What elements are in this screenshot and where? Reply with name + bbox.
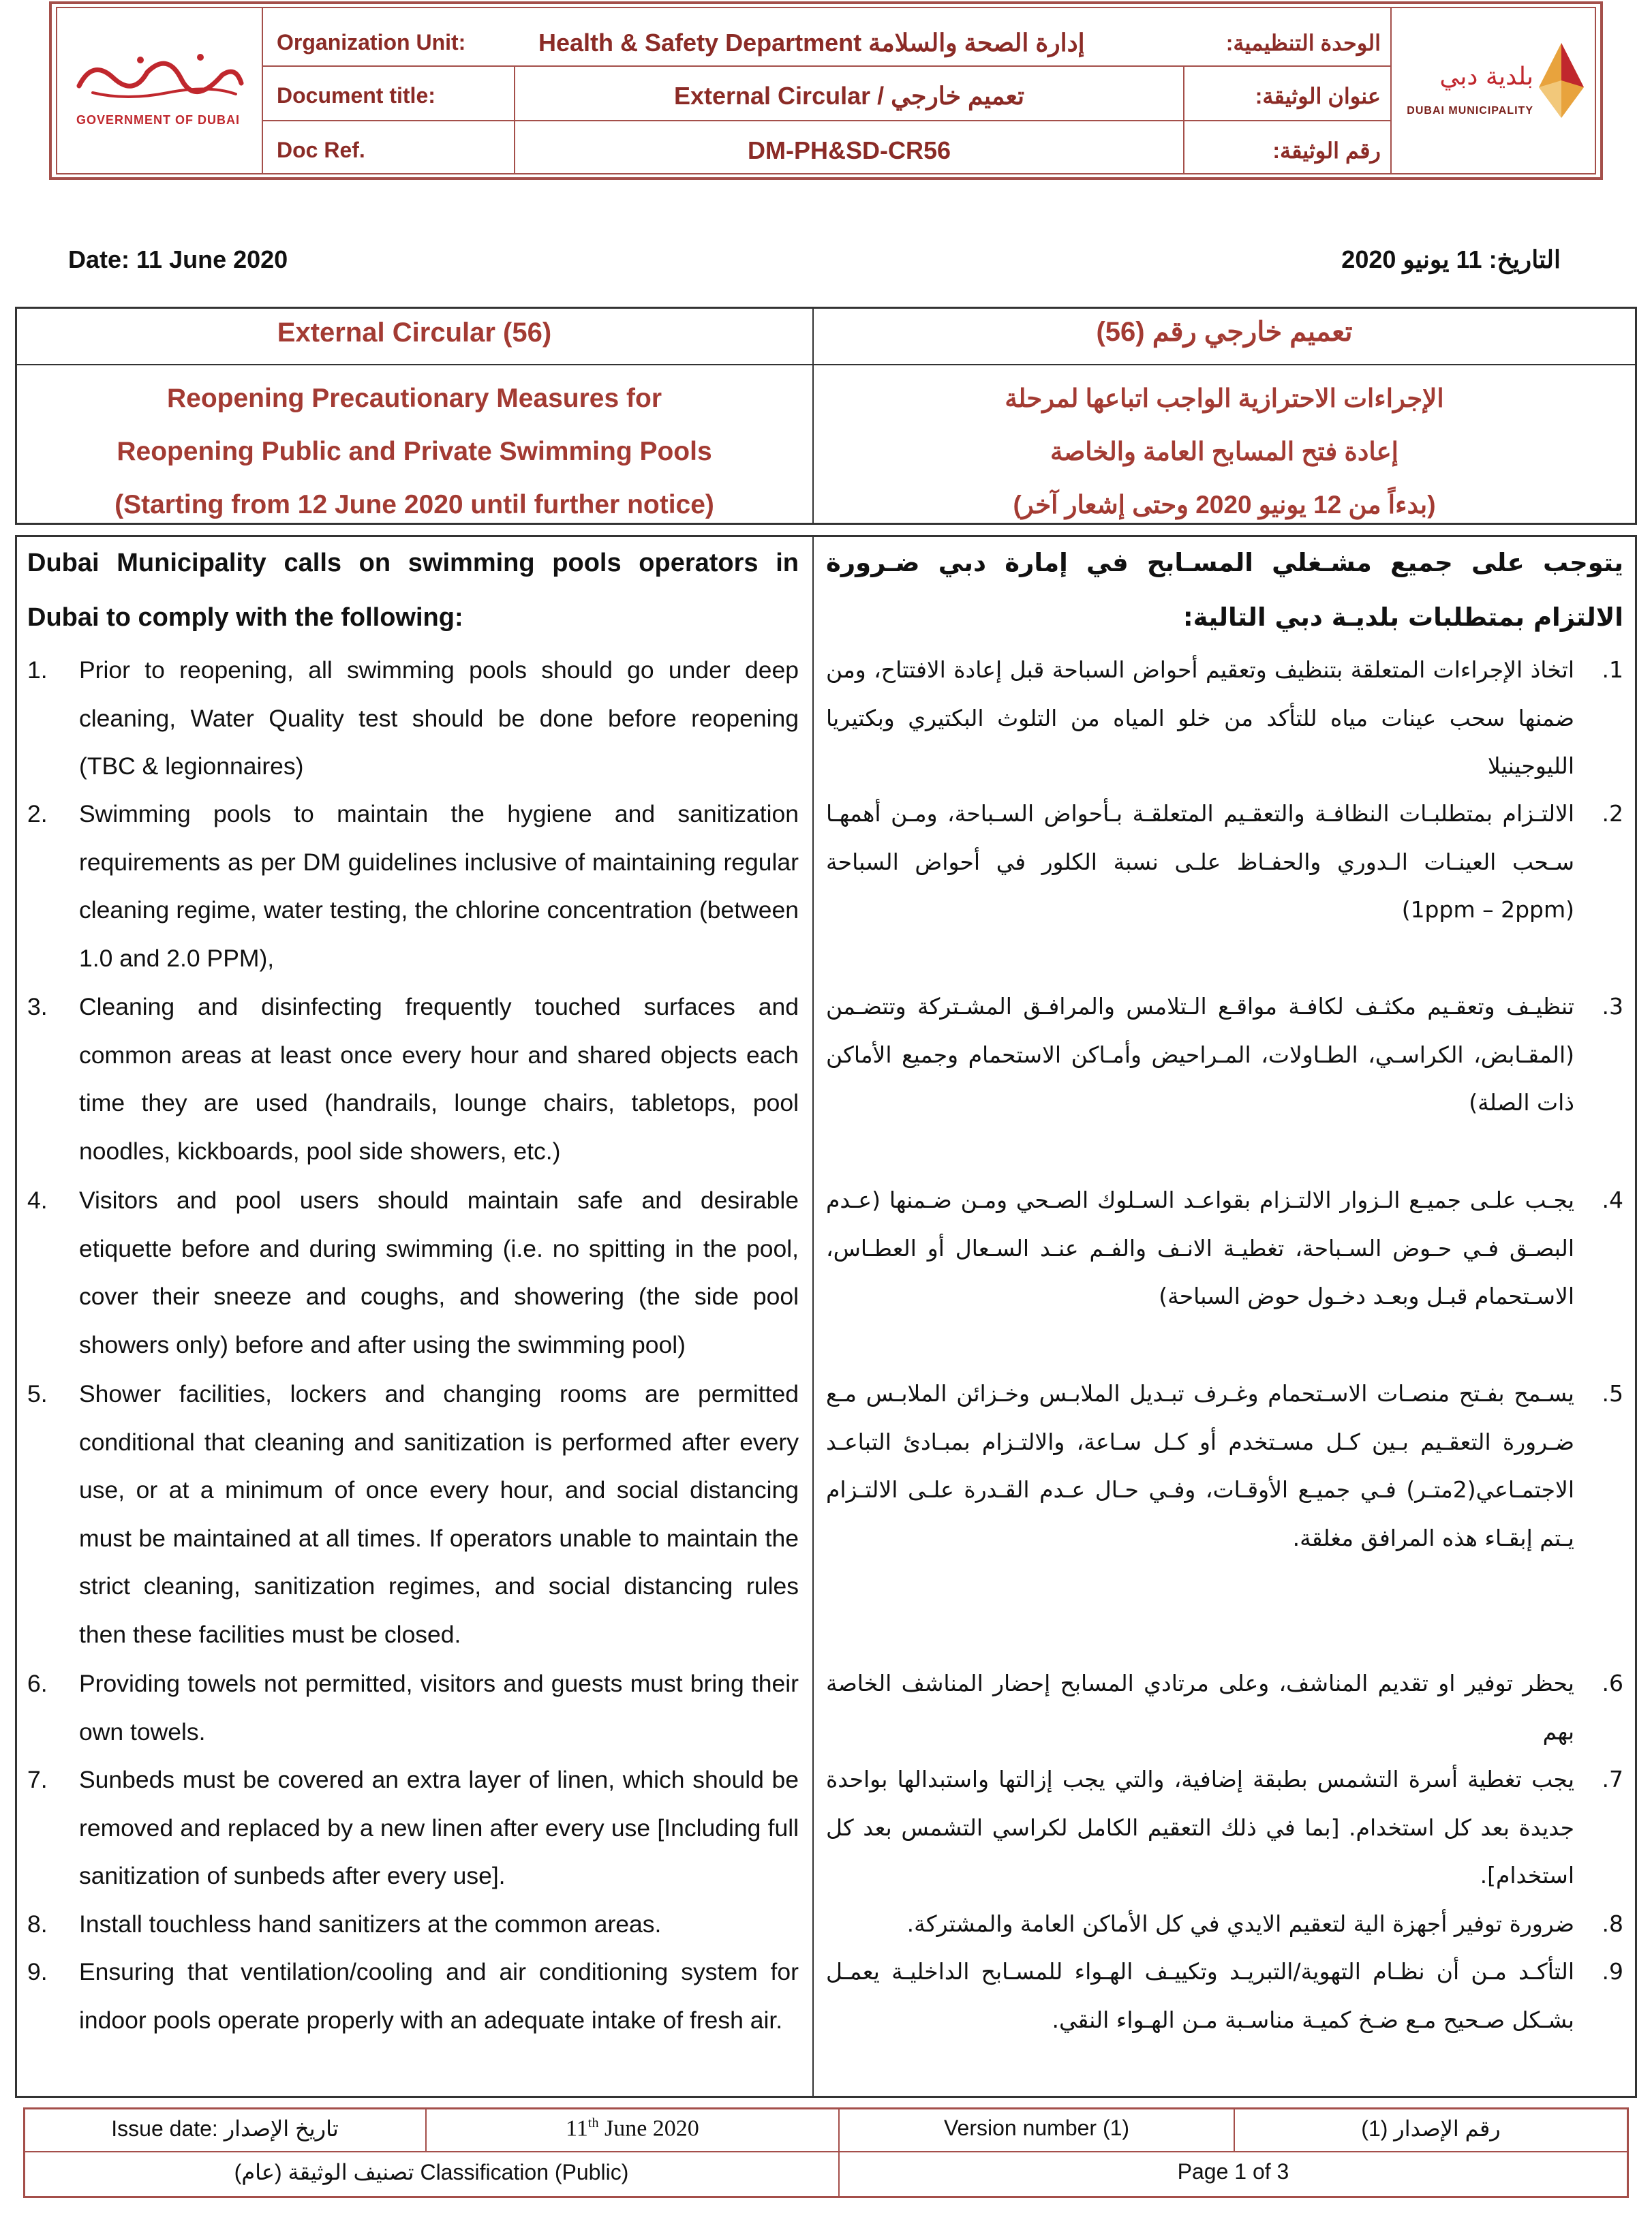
- doc-ref-label-ar: رقم الوثيقة:: [1272, 138, 1381, 163]
- organization-unit-value: Health & Safety Department إدارة الصحة والسلامة: [538, 29, 1085, 57]
- list-item-number: .3: [1602, 993, 1623, 1020]
- list-item-number: 1.: [27, 656, 48, 684]
- footer-border: [1627, 2107, 1629, 2198]
- list-item-text: ضرورة توفير أجهزة الية لتعقيم الايدي في كل الأماكن العامة والمشتركة.: [906, 1910, 1574, 1937]
- footer-border: [23, 2151, 1629, 2152]
- intro-arabic: يتوجب على جميع مشـغلي المسـابح في إمارة دبي ضـرورة الالتزام بمتطلبات بلديـة دبي التالية:: [826, 548, 1623, 632]
- list-item: [826, 1948, 1623, 2044]
- list-item-text: Shower facilities, lockers and changing rooms are permitted conditional that cleaning and sanitization is performed after every use, or at a minimum of once every hour, and social distancing must be maintained at all times. If operators unable to maintain the strict cleaning, sanitization regimes, and social distancing rules then these facilities must be closed.: [79, 1380, 799, 1648]
- list-item: [27, 1176, 799, 1369]
- list-item-number: .5: [1602, 1380, 1623, 1407]
- subtitle-line-ar: (بدءاً من 12 يونيو 2020 وحتى إشعار آخر): [1013, 491, 1436, 519]
- list-item: [826, 1660, 1623, 1756]
- document-title-value: External Circular / تعميم خارجي: [673, 82, 1025, 110]
- doc-ref-label: Doc Ref.: [277, 138, 365, 162]
- organization-unit-label: Organization Unit:: [277, 30, 466, 55]
- list-item-number: .6: [1602, 1670, 1623, 1696]
- list-item: [27, 1660, 799, 1756]
- circular-subtitle-ar: [814, 372, 1635, 532]
- list-item: [27, 1370, 799, 1658]
- list-item-text: اتخاذ الإجراءات المتعلقة بتنظيف وتعقيم أحواض السباحة قبل إعادة الافتتاح، ومن ضمنها سحب عينات مياه للتأكد من خلو المياه من التلوث البكتيري وبكتيريا الليوجينيلا: [826, 656, 1574, 779]
- list-item-text: التأكـد مـن أن نظـام التهوية/التبريـد وتكييـف الهـواء للمسـابح الداخليـة يعمـل بشـكل صـحيح مـع ضـخ كميـة مناسـبة مـن الهـواء النقي.: [826, 1958, 1574, 2033]
- subtitle-line-en: Reopening Precautionary Measures for: [166, 384, 662, 413]
- doc-ref-value: DM-PH&SD-CR56: [747, 136, 951, 164]
- body-table-border: [15, 2096, 1637, 2098]
- date-arabic: التاريخ: 11 يونيو 2020: [1341, 245, 1561, 273]
- dubai-municipality-logo: [1408, 40, 1592, 135]
- municipality-logo-text: DUBAI MUNICIPALITY: [1407, 105, 1533, 117]
- footer-border: [23, 2107, 1629, 2109]
- title-table-border: [15, 307, 1637, 309]
- list-item-number: .2: [1602, 800, 1623, 827]
- list-item-number: .8: [1602, 1910, 1623, 1937]
- classification: تصنيف الوثيقة (عام) Classification (Public): [234, 2160, 629, 2184]
- title-table-border: [15, 364, 1637, 365]
- header-divider: [262, 120, 1390, 121]
- list-item: [27, 1900, 799, 1949]
- document-title-label-ar: عنوان الوثيقة:: [1255, 84, 1381, 108]
- body-table-border: [15, 535, 17, 2098]
- list-item-text: Prior to reopening, all swimming pools should go under deep cleaning, Water Quality test should be done before reopening (TBC & legionnaires): [79, 656, 799, 780]
- list-item-number: 8.: [27, 1910, 48, 1938]
- list-item: [27, 790, 799, 982]
- list-item: [826, 1370, 1623, 1562]
- circular-heading-en: External Circular (56): [277, 318, 552, 348]
- list-item: [826, 1756, 1623, 1900]
- issue-date-label: Issue date: تاريخ الإصدار: [111, 2116, 339, 2141]
- list-item-text: Sunbeds must be covered an extra layer of linen, which should be removed and replaced by a new linen after every use [Including full sanitization of sunbeds after every use].: [79, 1766, 799, 1889]
- header-divider: [262, 65, 1390, 67]
- version-number: Version number (1): [943, 2116, 1130, 2140]
- list-item-number: 6.: [27, 1670, 48, 1697]
- list-item: [826, 790, 1623, 934]
- list-item-text: Install touchless hand sanitizers at the common areas.: [79, 1910, 662, 1938]
- list-item-text: Swimming pools to maintain the hygiene and sanitization requirements as per DM guidelines inclusive of maintaining regular cleaning regime, water testing, the chlorine concentration (between 1.0 and 2.0 PPM),: [79, 800, 799, 972]
- subtitle-line-ar: الإجراءات الاحترازية الواجب اتباعها لمرحلة: [1005, 384, 1444, 412]
- page-number: Page 1 of 3: [1177, 2159, 1289, 2184]
- government-of-dubai-logo: [65, 45, 251, 134]
- list-item-number: 5.: [27, 1380, 48, 1407]
- list-item-text: يسـمح بفـتح منصـات الاسـتحمام وغـرف تبـديل الملابـس وخـزائن الملابـس مـع ضـرورة التعقـيم بـين كـل مسـتخدم أو كـل سـاعة، والالتـزام بمبـادئ التباعـد الاجتمـاعي(2متـر) فـي جميـع الأوقـات، وفـي حـال عـدم القـدرة علـى الالتـزام يـتم إبقـاء هذه المرافق مغلقة.: [826, 1380, 1574, 1551]
- list-item-text: يجب تغطية أسرة التشمس بطبقة إضافية، والتي يجب إزالتها واستبدالها بواحدة جديدة بعد كل استخدام. [بما في ذلك التعقيم الكامل لكراسي التشمس بعد كل استخدام].: [826, 1766, 1574, 1889]
- issue-date-value: 11th June 2020: [566, 2116, 699, 2141]
- list-item: [826, 646, 1623, 791]
- footer-border: [23, 2196, 1629, 2198]
- list-item-number: 3.: [27, 993, 48, 1020]
- list-item: [27, 1948, 799, 2044]
- document-title-label: Document title:: [277, 83, 435, 108]
- list-item-text: Ensuring that ventilation/cooling and air conditioning system for indoor pools operate properly with an adequate intake of fresh air.: [79, 1958, 799, 2034]
- government-logo-text: GOVERNMENT OF DUBAI: [76, 113, 240, 127]
- government-logo-mark: [65, 45, 251, 106]
- body-table-border: [812, 535, 814, 2098]
- subtitle-line-en: Reopening Public and Private Swimming Pools: [117, 437, 712, 466]
- list-item-number: .4: [1602, 1187, 1623, 1213]
- list-item-text: يجـب علـى جميـع الـزوار الالتـزام بقواعـد السـلوك الصـحي ومـن ضـمنها (عـدم البصـق فـي حـوض السـباحة، تغطيـة الانـف والفـم عنـد السـعال أو العطـاس، الاسـتحمام قبـل وبعـد دخـول حوض السباحة): [826, 1187, 1574, 1309]
- list-item-text: يحظر توفير او تقديم المناشف، وعلى مرتادي المسابح إحضار المناشف الخاصة بهم: [826, 1670, 1574, 1745]
- list-item-number: .1: [1602, 656, 1623, 683]
- header-divider: [262, 7, 263, 174]
- municipality-logo-arabic: بلدية دبي: [1439, 63, 1533, 91]
- list-item-text: Cleaning and disinfecting frequently touched surfaces and common areas at least once every hour and shared objects each time they are used (handrails, lounge chairs, tabletops, pool noodles, kickboards, pool side showers, etc.): [79, 993, 799, 1165]
- subtitle-line-en: (Starting from 12 June 2020 until further notice): [114, 490, 714, 519]
- list-item-number: .9: [1602, 1958, 1623, 1985]
- list-item: [826, 1176, 1623, 1321]
- municipality-logo-mark: [1538, 40, 1585, 121]
- list-item: [27, 646, 799, 791]
- circular-subtitle-en: [16, 372, 812, 532]
- header-divider: [1390, 7, 1392, 174]
- title-table-border: [1635, 307, 1637, 525]
- list-item-number: 7.: [27, 1766, 48, 1793]
- version-number-ar: رقم الإصدار (1): [1361, 2116, 1501, 2141]
- list-item: [27, 1756, 799, 1900]
- list-item: [826, 983, 1623, 1127]
- list-item-number: 2.: [27, 800, 48, 827]
- date-english: Date: 11 June 2020: [68, 245, 288, 273]
- list-item-text: الالتـزام بمتطلبـات النظافـة والتعقـيم المتعلقـة بـأحواض السـباحة، ومـن أهمهـا سـحب العينـات الـدوري والحفـاظ علـى نسبة الكلور في أحواض السباحة (1ppm – 2ppm): [826, 800, 1574, 923]
- list-item-number: 9.: [27, 1958, 48, 1985]
- list-item: [27, 983, 799, 1175]
- list-item-number: 4.: [27, 1187, 48, 1214]
- list-item-text: Providing towels not permitted, visitors and guests must bring their own towels.: [79, 1670, 799, 1745]
- list-item-text: Visitors and pool users should maintain safe and desirable etiquette before and during swimming (i.e. no spitting in the pool, cover their sneeze and coughs, and showering (the side pool showers only) before and after using the swimming pool): [79, 1187, 799, 1358]
- subtitle-line-ar: إعادة فتح المسابح العامة والخاصة: [1050, 438, 1398, 466]
- intro-english: Dubai Municipality calls on swimming pools operators in Dubai to comply with the following:: [27, 549, 799, 632]
- list-item: [826, 1900, 1623, 1949]
- organization-unit-label-ar: الوحدة التنظيمية:: [1225, 31, 1381, 55]
- circular-heading-ar: تعميم خارجي رقم (56): [1096, 317, 1353, 347]
- list-item-number: .7: [1602, 1766, 1623, 1793]
- body-table-border: [1635, 535, 1637, 2098]
- list-item-text: تنظيـف وتعقـيم مكثـف لكافـة مواقـع الـتلامس والمرافـق المشـتركة وتتضـمن (المقـابض، الكراسـي، الطـاولات، المـراحيض وأمـاكن الاستحمام وجميع الأماكن ذات الصلة): [826, 993, 1574, 1116]
